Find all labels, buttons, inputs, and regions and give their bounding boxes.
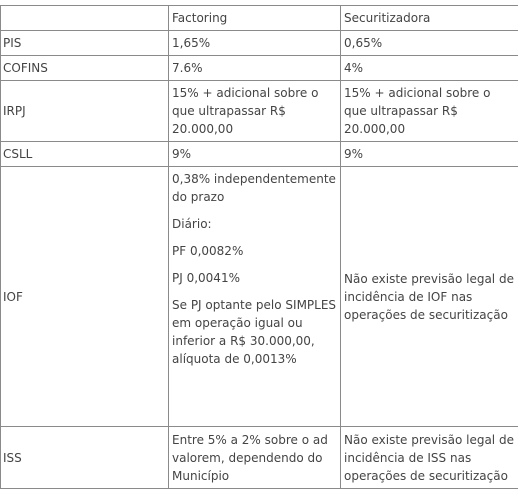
factoring-cell [169, 167, 341, 427]
factoring-paragraph: PF 0,0082% [172, 244, 244, 258]
tax-name-cell: IOF [1, 167, 169, 427]
factoring-paragraph: Diário: [172, 217, 212, 231]
securitizadora-cell: 15% + adicional sobre o que ultrapassar R$ 20.000,00 [341, 81, 518, 142]
factoring-cell: 9% [169, 142, 341, 167]
tax-comparison-table [0, 5, 518, 489]
factoring-paragraph: PJ 0,0041% [172, 271, 240, 285]
table-row-irpj [1, 81, 518, 142]
table-header-row [1, 6, 518, 31]
factoring-paragraph: 0,38% independentemente do prazo [172, 172, 336, 204]
factoring-cell: Entre 5% a 2% sobre o ad valorem, dependendo do Município [169, 427, 341, 489]
tax-name-cell: CSLL [1, 142, 169, 167]
header-empty-cell [1, 6, 169, 31]
table-row-pis [1, 31, 518, 56]
securitizadora-cell: Não existe previsão legal de incidência de ISS nas operações de securitização [341, 427, 518, 489]
tax-name-cell: ISS [1, 427, 169, 489]
tax-name-cell: IRPJ [1, 81, 169, 142]
header-securitizadora: Securitizadora [341, 6, 518, 31]
securitizadora-cell: 9% [341, 142, 518, 167]
table-row-csll [1, 142, 518, 167]
table-row-cofins [1, 56, 518, 81]
securitizadora-cell: 0,65% [341, 31, 518, 56]
table-row-iof [1, 167, 518, 427]
table-row-iss [1, 427, 518, 489]
tax-name-cell: COFINS [1, 56, 169, 81]
factoring-cell: 15% + adicional sobre o que ultrapassar R$ 20.000,00 [169, 81, 341, 142]
header-factoring: Factoring [169, 6, 341, 31]
factoring-cell: 7.6% [169, 56, 341, 81]
factoring-paragraph: Se PJ optante pelo SIMPLES em operação igual ou inferior a R$ 30.000,00, alíquota de 0,0013% [172, 298, 337, 366]
factoring-cell: 1,65% [169, 31, 341, 56]
securitizadora-cell: Não existe previsão legal de incidência de IOF nas operações de securitização [341, 167, 518, 427]
tax-name-cell: PIS [1, 31, 169, 56]
securitizadora-cell: 4% [341, 56, 518, 81]
